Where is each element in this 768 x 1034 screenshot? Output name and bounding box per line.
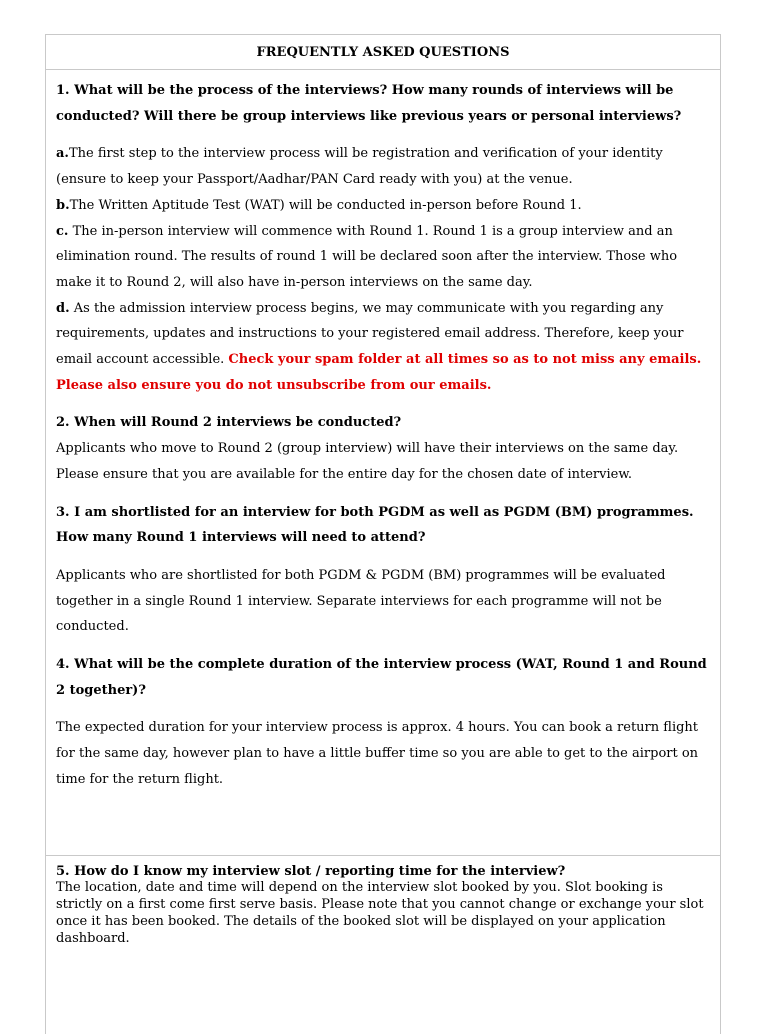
spam-warning: Check your spam folder at all times so as to not miss any emails. Please also ensure you do not unsubscribe from our emails. [56,352,702,393]
answer-text-a: The first step to the interview process will be registration and verification of your identity (ensure to keep your Passport/Aadhar/PAN Card ready with you) at the venue. [56,146,663,188]
faq-answer-1a [56,141,710,192]
faq-table [45,34,721,1034]
faq-answer-5: The location, date and time will depend on the interview slot booked by you. Slot booking is strictly on a first come first serve basis. Please note that you cannot change or exchange your slot once it has been booked. The details of the booked slot will be displayed on your application dashboard. [56,880,704,946]
answer-label-d: d. [56,300,70,316]
faq-question-4: 4. What will be the complete duration of the interview process (WAT, Round 1 and Round 2 together)? [56,657,707,698]
answer-text-d: As the admission interview process begins, we may communicate with you regarding any requirements, updates and instructions to your registered email address. Therefore, keep your email account accessible. [56,300,684,368]
answer-text-b: The Written Aptitude Test (WAT) will be conducted in-person before Round 1. [69,197,582,213]
faq-answer-1c [56,219,710,296]
faq-question-3: 3. I am shortlisted for an interview for both PGDM as well as PGDM (BM) programmes. How many Round 1 interviews will need to attend? [56,504,694,546]
faq-answer-2: Applicants who move to Round 2 (group interview) will have their interviews on the same day. Please ensure that you are available for the entire day for the chosen date of interview. [56,441,679,482]
faq-title: FREQUENTLY ASKED QUESTIONS [46,35,720,70]
faq-question-5: 5. How do I know my interview slot / reporting time for the interview? [56,864,566,879]
faq-question-2: 2. When will Round 2 interviews be conducted? [56,415,402,431]
answer-text-c: The in-person interview will commence with Round 1. Round 1 is a group interview and an elimination round. The results of round 1 will be declared soon after the interview. Those who make it to Round 2, will also have in-person interviews on the same day. [56,223,678,290]
faq-answer-1d [56,296,710,399]
answer-label-b: b. [56,197,70,213]
faq-section-main [46,70,720,856]
faq-section-5 [46,856,720,947]
answer-label-c: c. [56,223,69,239]
faq-answer-4: The expected duration for your interview process is approx. 4 hours. You can book a return flight for the same day, however plan to have a little buffer time so you are able to get to the airport on time for the return flight. [56,720,699,787]
faq-answer-3: Applicants who are shortlisted for both PGDM & PGDM (BM) programmes will be evaluated together in a single Round 1 interview. Separate interviews for each programme will not be conducted. [56,567,666,635]
faq-answer-1b [56,193,710,219]
faq-question-1: 1. What will be the process of the interviews? How many rounds of interviews will be conducted? Will there be group interviews like previous years or personal interviews? [56,83,682,124]
answer-label-a: a. [56,146,69,162]
